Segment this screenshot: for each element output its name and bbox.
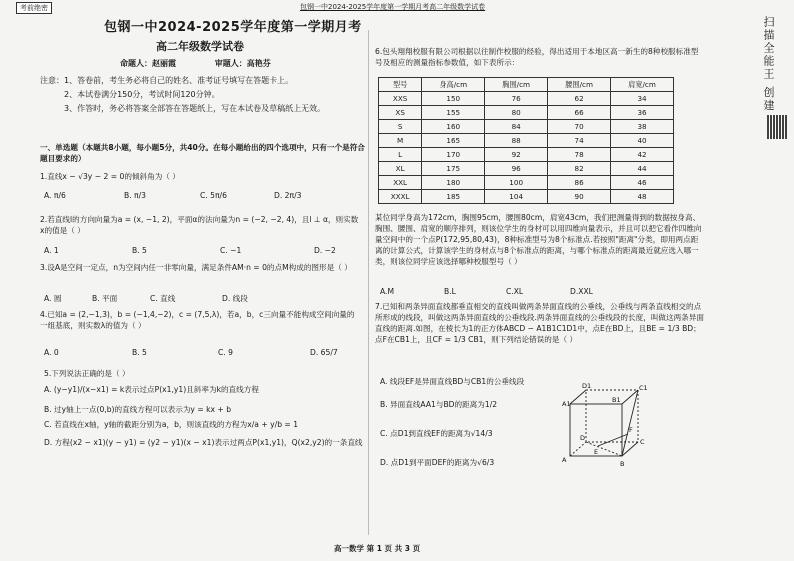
table-cell: 62 xyxy=(548,92,611,106)
q5-option-b: B. 过y轴上一点(0,b)的直线方程可以表示为y = kx + b xyxy=(44,405,232,414)
notice xyxy=(40,74,366,116)
label-c1: C1 xyxy=(639,384,648,392)
q3-option-a: A. 圆 xyxy=(44,294,62,303)
table-cell: 180 xyxy=(422,176,485,190)
question-1: 1.直线x − √3y − 2 = 0的倾斜角为（ ） xyxy=(40,172,180,181)
table-cell: XXXL xyxy=(379,190,422,204)
table-cell: 84 xyxy=(485,120,548,134)
col-header: 腰围/cm xyxy=(548,78,611,92)
table-row xyxy=(379,134,674,148)
notice-line: 注意：1、答卷前，考生务必将自己的姓名、准考证号填写在答题卡上。 xyxy=(40,76,294,85)
q6-paragraph: 某位同学身高为172cm，胸围95cm，腰围80cm，肩宽43cm，我们把测量得到的数据按身高、胸围、腰围、肩宽的顺序排列，则该位学生的身材可以用四维向量表示，并且可以把它看作四维向量空间中的一个点P(172,95,80,43)，8种标准型号为8个标准点.若按照"距离"分类，即用两点距离的计算公式，计算该学生的身材点与8个标准点的距离，与哪个标准点的距离最近就应选入哪一类，则该位同学应该选择哪种校服型号（ ） xyxy=(375,213,702,266)
size-table xyxy=(378,77,674,204)
table-row xyxy=(379,92,674,106)
secret-stamp: 考前绝密 xyxy=(16,2,52,14)
table-row xyxy=(379,176,674,190)
table-cell: 160 xyxy=(422,120,485,134)
table-cell: 92 xyxy=(485,148,548,162)
question-7: 7.已知和两条异面直线都垂直相交的直线叫做两条异面直线的公垂线，公垂线与两条直线相交的点所形成的线段，叫做这两条异面直线的公垂线段.两条异面直线的公垂线段的长度，叫做这两条异面直线的距离.如图，在棱长为1的正方体ABCD − A1B1C1D1中，点E在BD上，且BE = 1/3 BD；点F在CB1上，且CF = 1/3 CB1，则下列结论错误的是（ ） xyxy=(375,302,704,344)
table-cell: 34 xyxy=(611,92,674,106)
q2-option-a: A. 1 xyxy=(44,246,59,255)
table-cell: 42 xyxy=(611,148,674,162)
label-b1: B1 xyxy=(612,396,621,404)
label-b: B xyxy=(620,460,625,468)
table-cell: 46 xyxy=(611,176,674,190)
table-cell: 66 xyxy=(548,106,611,120)
q5-option-d: D. 方程(x2 − x1)(y − y1) = (y2 − y1)(x − x1)表示过两点P(x1,y1)，Q(x2,y2)的一条直线 xyxy=(44,438,363,447)
col-header: 肩宽/cm xyxy=(611,78,674,92)
question-6: 6.包头翔翔校服有限公司根据以往制作校服的经验，得出适用于本地区高一新生的8种校服标准型号及相应的测量指标参数值，如下表所示： xyxy=(375,47,699,67)
question-2: 2.若直线l的方向向量为a = (x, −1, 2)，平面α的法向量为n = (−2, −2, 4)，且l ⊥ α，则实数x的值是（ ） xyxy=(40,215,359,235)
table-cell: 74 xyxy=(548,134,611,148)
q5-option-c: C. 若直线在x轴，y轴的截距分别为a，b，则该直线的方程为x/a + y/b = 1 xyxy=(44,420,299,429)
q1-option-b: B. π/3 xyxy=(124,191,146,200)
table-cell: 90 xyxy=(548,190,611,204)
q1-option-a: A. π/6 xyxy=(44,191,66,200)
table-cell: 82 xyxy=(548,162,611,176)
exam-title: 包钢一中2024-2025学年度第一学期月考 xyxy=(104,20,362,35)
page-divider xyxy=(368,30,369,535)
label-a: A xyxy=(562,456,567,464)
table-cell: 48 xyxy=(611,190,674,204)
q7-option-a: A. 线段EF是异面直线BD与CB1的公垂线段 xyxy=(380,377,525,386)
table-cell: XL xyxy=(379,162,422,176)
table-cell: 175 xyxy=(422,162,485,176)
table-cell: 170 xyxy=(422,148,485,162)
table-row xyxy=(379,148,674,162)
table-header-row xyxy=(379,78,674,92)
q4-option-c: C. 9 xyxy=(218,348,233,357)
q7-option-c: C. 点D1到直线EF的距离为√14/3 xyxy=(380,429,493,438)
table-cell: 44 xyxy=(611,162,674,176)
q4-option-a: A. 0 xyxy=(44,348,59,357)
table-cell: 86 xyxy=(548,176,611,190)
table-cell: XXS xyxy=(379,92,422,106)
table-cell: 76 xyxy=(485,92,548,106)
page-footer: 高一数学 第 1 页 共 3 页 xyxy=(334,544,421,553)
notice-line: 2、本试卷满分150分，考试时间120分钟。 xyxy=(64,90,220,99)
exam-subtitle: 高二年级数学试卷 xyxy=(156,40,244,53)
table-cell: 150 xyxy=(422,92,485,106)
q6-option-c: C.XL xyxy=(506,287,524,296)
table-cell: M xyxy=(379,134,422,148)
col-header: 胸围/cm xyxy=(485,78,548,92)
q3-option-d: D. 线段 xyxy=(222,294,248,303)
table-row xyxy=(379,190,674,204)
question-3: 3.设A是空间一定点，n为空间内任一非零向量，满足条件AM·n = 0的点M构成的图形是（ ） xyxy=(40,263,352,272)
table-cell: XS xyxy=(379,106,422,120)
q6-option-a: A.M xyxy=(380,287,395,296)
table-cell: 165 xyxy=(422,134,485,148)
q3-option-b: B. 平面 xyxy=(92,294,118,303)
label-a1: A1 xyxy=(562,400,571,408)
table-row xyxy=(379,120,674,134)
table-cell: 96 xyxy=(485,162,548,176)
table-cell: XXL xyxy=(379,176,422,190)
table-cell: 36 xyxy=(611,106,674,120)
table-cell: 40 xyxy=(611,134,674,148)
table-cell: 185 xyxy=(422,190,485,204)
question-4: 4.已知a = (2,−1,3)，b = (−1,4,−2)，c = (7,5,λ)，若a，b，c三向量不能构成空间向量的一组基底，则实数λ的值为（ ） xyxy=(40,310,355,330)
qr-code-icon xyxy=(767,115,787,139)
scanner-watermark: 扫描全能王 创建 xyxy=(762,16,775,113)
q4-option-b: B. 5 xyxy=(132,348,147,357)
table-cell: 38 xyxy=(611,120,674,134)
section-heading: 一、单选题（本题共8小题，每小题5分，共40分。在每小题给出的四个选项中，只有一个是符合题目要求的） xyxy=(40,143,365,163)
cube-figure xyxy=(558,382,648,472)
q7-option-b: B. 异面直线AA1与BD的距离为1/2 xyxy=(380,400,498,409)
notice-line: 3、作答时，务必将答案全部答在答题纸上，写在本试卷及草稿纸上无效。 xyxy=(64,104,326,113)
q5-option-a: A. (y−y1)/(x−x1) = k表示过点P(x1,y1)且斜率为k的直线方程 xyxy=(44,385,259,394)
label-d1: D1 xyxy=(582,382,592,390)
table-cell: 155 xyxy=(422,106,485,120)
q1-option-c: C. 5π/6 xyxy=(200,191,227,200)
table-cell: 100 xyxy=(485,176,548,190)
q2-option-d: D. −2 xyxy=(314,246,336,255)
label-c: C xyxy=(640,438,645,446)
q2-option-b: B. 5 xyxy=(132,246,147,255)
question-5: 5.下列说法正确的是（ ） xyxy=(44,369,130,378)
proposer: 命题人：赵丽霞 xyxy=(120,59,176,68)
page-header: 包钢一中2024-2025学年度第一学期月考高二年级数学试卷 xyxy=(300,3,486,11)
label-e: E xyxy=(594,448,599,456)
authors xyxy=(120,58,307,69)
table-cell: 80 xyxy=(485,106,548,120)
table-cell: 104 xyxy=(485,190,548,204)
label-d: D xyxy=(580,434,586,442)
q7-option-d: D. 点D1到平面DEF的距离为√6/3 xyxy=(380,458,495,467)
col-header: 身高/cm xyxy=(422,78,485,92)
table-row xyxy=(379,106,674,120)
q6-option-b: B.L xyxy=(444,287,456,296)
label-f: F xyxy=(629,426,633,434)
reviewer: 审题人：高艳芬 xyxy=(214,59,271,68)
table-cell: S xyxy=(379,120,422,134)
table-cell: 78 xyxy=(548,148,611,162)
table-cell: 70 xyxy=(548,120,611,134)
q3-option-c: C. 直线 xyxy=(150,294,176,303)
q1-option-d: D. 2π/3 xyxy=(274,191,302,200)
col-header: 型号 xyxy=(379,78,422,92)
q4-option-d: D. 65/7 xyxy=(310,348,338,357)
q6-option-d: D.XXL xyxy=(570,287,593,296)
table-cell: L xyxy=(379,148,422,162)
q2-option-c: C. −1 xyxy=(220,246,242,255)
table-row xyxy=(379,162,674,176)
table-cell: 88 xyxy=(485,134,548,148)
